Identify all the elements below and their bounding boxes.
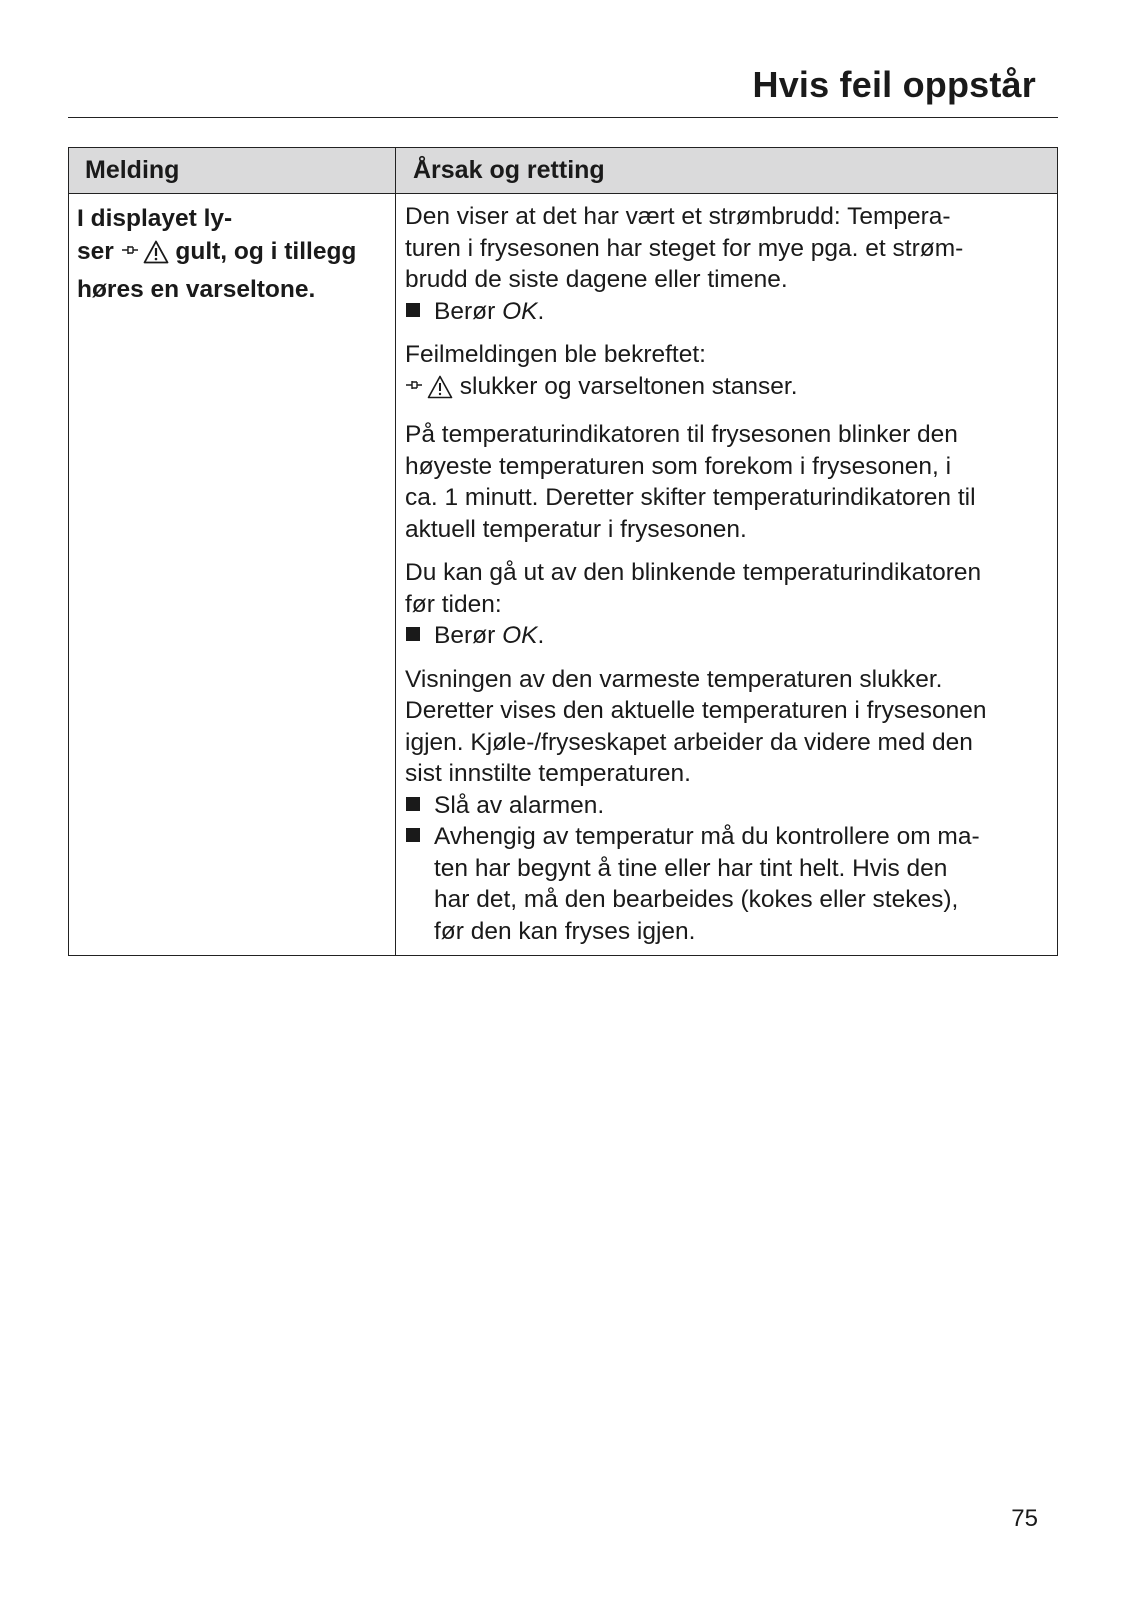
message-text: gult, og i tillegg [168, 238, 357, 265]
text-line: turen i frysesonen har steget for mye pga. et strøm- [405, 234, 964, 262]
text-line: ca. 1 minutt. Deretter skifter temperaturindikatoren til [405, 484, 976, 511]
table-row [69, 194, 1058, 956]
warning-icon [143, 240, 169, 273]
warning-icon [427, 375, 453, 408]
text-line: Du kan gå ut av den blinkende temperaturindikatoren [405, 559, 982, 586]
text-line: høyeste temperaturen som forekom i frysesonen, i [405, 452, 952, 480]
bullet-square-icon [406, 828, 420, 842]
bullet-square-icon [406, 627, 420, 641]
bullet-continuation: har det, må den bearbeides (kokes eller stekes), [434, 886, 959, 913]
power-failure-icon [405, 376, 427, 408]
message-line: høres en varseltone. [77, 276, 316, 303]
text-line: sist innstilte temperaturen. [405, 760, 691, 787]
text-line: før tiden: [405, 590, 502, 618]
text-line: Deretter vises den aktuelle temperaturen i frysesonen [405, 697, 987, 724]
cause-paragraph [405, 557, 1047, 652]
message-text: ser [77, 238, 121, 265]
text-line: brudd de siste dagene eller timene. [405, 266, 788, 293]
text-line: På temperaturindikatoren til frysesonen blinker den [405, 421, 958, 448]
punctuation: . [537, 297, 545, 325]
message-cell [69, 194, 396, 956]
text-line: Visningen av den varmeste temperaturen slukker. [405, 665, 943, 693]
troubleshooting-table [68, 147, 1058, 956]
bullet-continuation: ten har begynt å tine eller har tint helt. Hvis den [434, 854, 948, 882]
bullet-square-icon [406, 797, 420, 811]
table-header-row [69, 148, 1058, 194]
text-line: Feilmeldingen ble bekreftet: [405, 341, 706, 368]
text-line: igjen. Kjøle-/fryseskapet arbeider da videre med den [405, 728, 973, 756]
cause-cell [396, 194, 1058, 956]
message-line: I displayet ly- [77, 205, 233, 232]
bullet-item [405, 296, 1047, 328]
bullet-text: Berør [434, 297, 503, 325]
column-header-message: Melding [69, 148, 396, 194]
message-line [77, 235, 391, 273]
column-header-cause: Årsak og retting [396, 148, 1058, 194]
cause-paragraph [405, 201, 1047, 327]
cause-paragraph [405, 339, 1047, 407]
cause-paragraph [405, 664, 1047, 948]
bullet-text: Avhengig av temperatur må du kontrollere om ma- [434, 823, 980, 850]
punctuation: . [537, 622, 545, 649]
power-failure-icon [121, 240, 143, 273]
ok-label: OK [502, 297, 538, 325]
text-line [405, 371, 1047, 408]
cause-paragraph [405, 419, 1047, 545]
text-line: Den viser at det har vært et strømbrudd: Tempera- [405, 203, 951, 230]
text-span: slukker og varseltonen stanser. [453, 372, 798, 400]
bullet-text: Slå av alarmen. [434, 791, 605, 819]
ok-label: OK [502, 622, 538, 649]
bullet-item [405, 620, 1047, 652]
bullet-continuation: før den kan fryses igjen. [434, 917, 696, 945]
bullet-item [405, 790, 1047, 822]
page-number: 75 [1011, 1505, 1038, 1532]
bullet-text: Berør [434, 622, 503, 649]
bullet-square-icon [406, 303, 420, 317]
text-line: aktuell temperatur i frysesonen. [405, 515, 747, 543]
bullet-item [405, 821, 1047, 853]
page-title: Hvis feil oppstår [752, 64, 1036, 105]
title-divider [68, 117, 1058, 118]
